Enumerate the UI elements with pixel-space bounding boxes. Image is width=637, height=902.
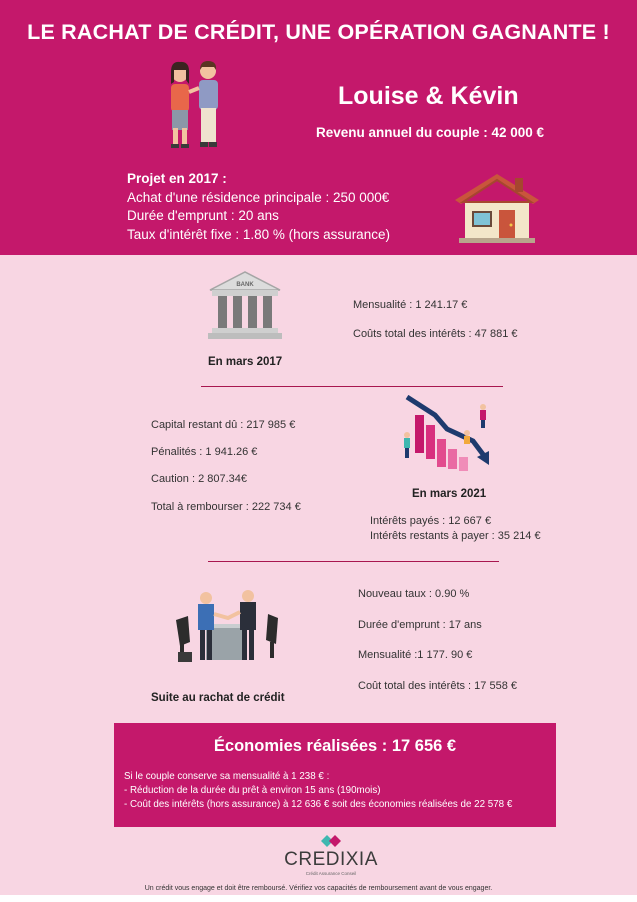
caption-after-buyback: Suite au rachat de crédit [151, 692, 285, 704]
project-rate: Taux d'intérêt fixe : 1.80 % (hors assurance) [127, 227, 390, 242]
project-duration: Durée d'emprunt : 20 ans [127, 208, 279, 223]
couple-income: Revenu annuel du couple : 42 000 € [316, 125, 545, 140]
bottom-strip [0, 895, 637, 902]
capital-remaining: Capital restant dû : 217 985 € [151, 419, 296, 431]
couple-name: Louise & Kévin [338, 82, 519, 110]
savings-bullet-1: - Réduction de la durée du prêt à environ 15 ans (190mois) [124, 785, 381, 796]
paid-interest: Intérêts payés : 12 667 € [370, 515, 492, 527]
project-purchase: Achat d'une résidence principale : 250 000€ [127, 190, 390, 205]
bank-icon [208, 270, 282, 340]
caption-march-2021: En mars 2021 [412, 488, 487, 500]
couple-illustration [160, 58, 232, 152]
caution: Caution : 2 807.34€ [151, 473, 248, 485]
remaining-interest: Intérêts restants à payer : 35 214 € [370, 530, 541, 542]
project-title: Projet en 2017 : [127, 171, 227, 186]
new-monthly: Mensualité :1 177. 90 € [358, 649, 473, 661]
handshake-illustration [176, 590, 280, 668]
new-total-interest: Coût total des intérêts : 17 558 € [358, 680, 517, 692]
savings-box [114, 723, 556, 827]
house-icon [453, 170, 541, 244]
divider-2 [208, 561, 499, 562]
falling-chart-icon [395, 395, 495, 475]
credixia-logo [283, 833, 379, 877]
penalties: Pénalités : 1 941.26 € [151, 446, 258, 458]
savings-bullet-2: - Coût des intérêts (hors assurance) à 12 636 € soit des économies réalisées de 22 578 € [124, 799, 513, 810]
divider-1 [201, 386, 503, 387]
logo-tagline: Crédit Assurance Conseil [305, 871, 357, 876]
savings-intro: Si le couple conserve sa mensualité à 1 238 € : [124, 771, 330, 782]
new-duration: Durée d'emprunt : 17 ans [358, 619, 482, 631]
savings-title: Économies réalisées : 17 656 € [213, 737, 457, 755]
page-title: LE RACHAT DE CRÉDIT, UNE OPÉRATION GAGNANTE ! [27, 20, 610, 44]
credixia-logo-mark [319, 833, 343, 849]
bank-label: BANK [236, 282, 254, 288]
total-interest-2017: Coûts total des intérêts : 47 881 € [353, 328, 518, 340]
logo-text: CREDIXIA [284, 849, 378, 870]
monthly-2017: Mensualité : 1 241.17 € [353, 299, 468, 311]
new-rate: Nouveau taux : 0.90 % [358, 588, 470, 600]
header-section [0, 0, 637, 255]
total-refund: Total à rembourser : 222 734 € [151, 501, 301, 513]
legal-disclaimer: Un crédit vous engage et doit être remboursé. Vérifiez vos capacités de remboursement avant de vous engager. [144, 885, 493, 892]
caption-march-2017: En mars 2017 [208, 356, 283, 368]
